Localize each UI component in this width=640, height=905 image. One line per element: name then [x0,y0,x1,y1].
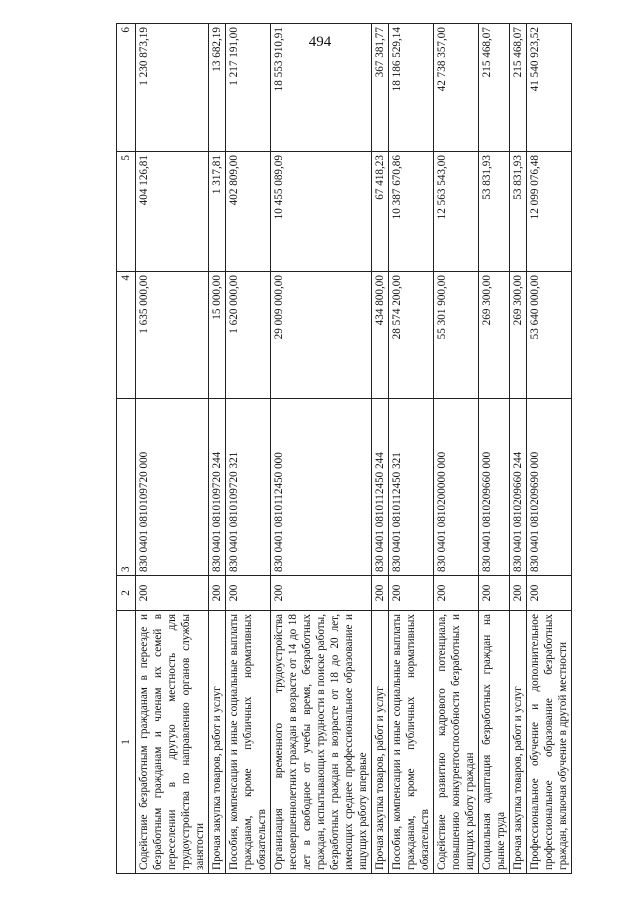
row-value-6: 1 217 191,00 [226,24,271,152]
row-kbk: 830 0401 0810112450 244 [372,399,389,576]
row-value-5: 404 126,81 [136,152,209,272]
row-kbk: 830 0401 0810209660 000 [479,399,510,576]
row-value-4: 29 009 000,00 [271,272,372,399]
row-value-6: 41 540 923,52 [527,24,572,152]
row-value-5: 10 387 670,86 [389,152,434,272]
row-value-6: 367 381,77 [372,24,389,152]
row-value-5: 402 809,00 [226,152,271,272]
budget-table [116,23,572,874]
row-value-6: 215 468,07 [510,24,527,152]
row-value-5: 1 317,81 [209,152,226,272]
row-code: 200 [510,576,527,611]
header-col-5: 5 [117,152,136,272]
header-col-3: 3 [117,399,136,576]
row-code: 200 [271,576,372,611]
row-value-4: 55 301 900,00 [434,272,479,399]
row-value-5: 53 831,93 [479,152,510,272]
row-name: Прочая закупка товаров, работ и услуг [510,611,527,874]
row-code: 200 [372,576,389,611]
row-code: 200 [434,576,479,611]
row-kbk: 830 0401 0810112450 321 [389,399,434,576]
row-code: 200 [226,576,271,611]
row-name: Социальная адаптация безработных граждан на рынке труда [479,611,510,874]
header-row [117,24,136,874]
row-value-5: 67 418,23 [372,152,389,272]
row-code: 200 [479,576,510,611]
table-row [136,24,209,874]
row-name: Профессиональное обучение и дополнительное профессиональное образование безработных граждан, включая обучение в другой местности [527,611,572,874]
header-col-2: 2 [117,576,136,611]
row-name: Пособия, компенсации и иные социальные выплаты гражданам, кроме публичных нормативных обязательств [226,611,271,874]
row-value-6: 13 682,19 [209,24,226,152]
row-code: 200 [209,576,226,611]
row-code: 200 [527,576,572,611]
row-kbk: 830 0401 0810200000 000 [434,399,479,576]
row-value-4: 53 640 000,00 [527,272,572,399]
row-kbk: 830 0401 0810109720 321 [226,399,271,576]
row-name: Прочая закупка товаров, работ и услуг [209,611,226,874]
table-row [226,24,271,874]
row-value-4: 269 300,00 [479,272,510,399]
row-value-5: 10 455 089,09 [271,152,372,272]
row-kbk: 830 0401 0810209660 244 [510,399,527,576]
table-row [372,24,389,874]
row-value-6: 215 468,07 [479,24,510,152]
row-value-6: 18 553 910,91 [271,24,372,152]
header-col-6: 6 [117,24,136,152]
row-code: 200 [136,576,209,611]
row-value-4: 15 000,00 [209,272,226,399]
row-code: 200 [389,576,434,611]
row-value-5: 53 831,93 [510,152,527,272]
row-value-6: 18 186 529,14 [389,24,434,152]
row-value-6: 1 230 873,19 [136,24,209,152]
row-name: Пособия, компенсации и иные социальные выплаты гражданам, кроме публичных нормативных обязательств [389,611,434,874]
row-kbk: 830 0401 0810209690 000 [527,399,572,576]
row-kbk: 830 0401 0810112450 000 [271,399,372,576]
row-kbk: 830 0401 0810109720 000 [136,399,209,576]
row-value-4: 1 635 000,00 [136,272,209,399]
row-value-4: 269 300,00 [510,272,527,399]
row-kbk: 830 0401 0810109720 244 [209,399,226,576]
row-value-6: 42 738 357,00 [434,24,479,152]
page-number: 494 [308,34,332,50]
table-row [434,24,479,874]
header-col-4: 4 [117,272,136,399]
row-name: Содействие безработным гражданам в переезде и безработным гражданам и членам их семей в переселении в другую местность для трудоустройства по направлению органов службы занятости [136,611,209,874]
row-value-5: 12 563 543,00 [434,152,479,272]
row-value-4: 28 574 200,00 [389,272,434,399]
row-name: Содействие развитию кадрового потенциала, повышению конкурентоспособности безработных и ищущих работу граждан [434,611,479,874]
row-value-4: 434 800,00 [372,272,389,399]
row-name: Организация временного трудоустройства несовершеннолетних граждан в возрасте от 14 до 18 лет в свободное от учебы время, безработных граждан, испытывающих трудности в поиске работы, безработных граждан в возрасте от 18 до 20 лет, имеющих среднее профессиональное образование и ищущих работу впервые [271,611,372,874]
header-col-1: 1 [117,611,136,874]
row-name: Прочая закупка товаров, работ и услуг [372,611,389,874]
table-row [271,24,372,874]
table-row [389,24,434,874]
table-row [209,24,226,874]
table-row [479,24,510,874]
table-row [510,24,527,874]
row-value-4: 1 620 000,00 [226,272,271,399]
row-value-5: 12 099 076,48 [527,152,572,272]
table-row [527,24,572,874]
